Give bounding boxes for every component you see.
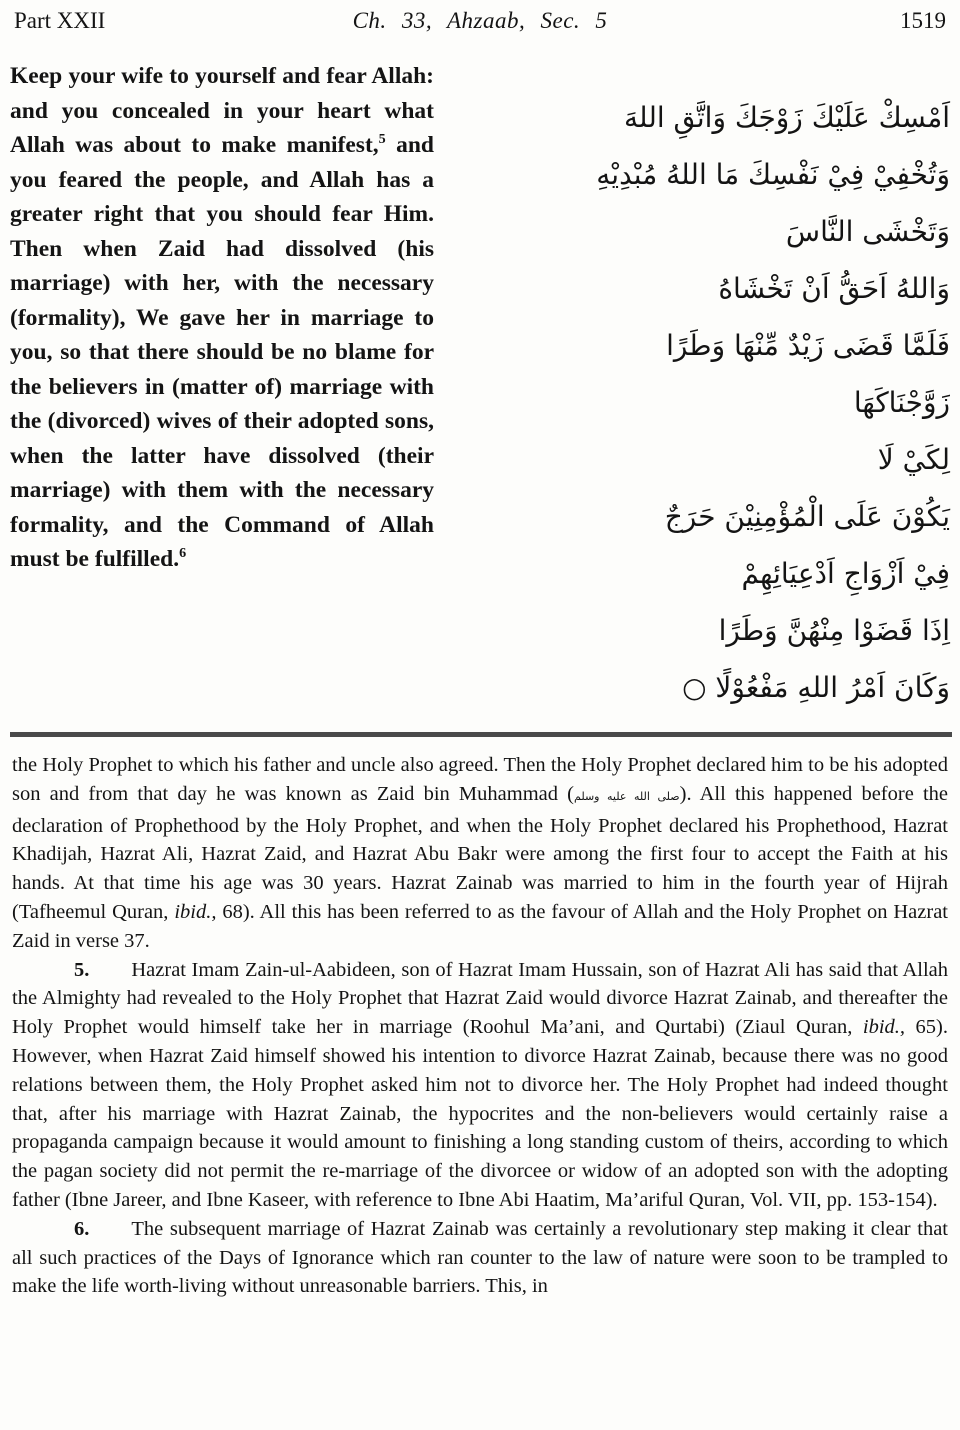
footnote-marker: 6 — [179, 545, 187, 562]
text-run: 68). All this has been referred to as the favour of Allah and the Holy Prophet on Hazrat Zaid in verse 37. — [12, 900, 948, 952]
arabic-line: اِذَا قَضَوْا مِنْهُنَّ وَطَرًا — [718, 614, 950, 647]
footnote-number: 6. — [74, 1217, 90, 1240]
arabic-line: فَلَمَّا قَضَى زَيْدٌ مِّنْهَا وَطَرًا — [666, 329, 950, 362]
verse-section — [10, 59, 952, 716]
text-run: the Holy Prophet to which his father and uncle also agreed. Then the Holy Prophet declared him to be his adopted son and from that day he was known as Zaid bin Muhammad ( — [12, 754, 948, 805]
arabic-line: فِيْ اَزْوَاجِ اَدْعِيَائِهِمْ — [741, 557, 950, 590]
text-run: and you feared the people, and Allah has a greater right that you should fear Him. Then when Zaid had dissolved (his marriage) with her, with the necessary (formality), We gave her in marriage to you, so that there should be no blame for the believers in (matter of) marriage with the (divorced) wives of their adopted sons, when the latter have dissolved (their marriage) with them with the necessary formality, and the Command of Allah must be fulfilled. — [10, 132, 435, 572]
arabic-line: زَوَّجْنَاكَهَا — [853, 386, 950, 419]
arabic-line: وَكَانَ اَمْرُ اللهِ مَفْعُوْلًا ○ — [682, 671, 950, 704]
text-run: ibid., — [862, 1016, 906, 1039]
footnote-number: 5. — [74, 958, 90, 981]
footnote-divider — [10, 732, 952, 737]
arabic-line: وَتَخْشَى النَّاسَ — [785, 215, 950, 248]
text-run: Keep your wife to yourself and fear Allah: and you concealed in your heart what Allah was about to make manifest, — [10, 63, 434, 158]
footnote-paragraph — [12, 956, 948, 1215]
part-label: Part XXII — [14, 8, 106, 33]
text-run: 65). However, when Hazrat Zaid himself showed his intention to divorce Hazrat Zainab, because there was no good relations between them, the Holy Prophet asked him not to divorce her. The Holy Prophet had indeed thought that, after his marriage with Hazrat Zainab, the hypocrites and the non-believers would certainly raise a propaganda campaign because it would amount to finishing a long standing custom of theirs, according to which the pagan society did not permit the re-marriage of the divorcee or widow of an adopted son with the adopting father (Ibne Jareer, and Ibne Kaseer, with reference to Ibne Abi Haatim, Ma’ariful Quran, Vol. VII, pp. 153-154). — [12, 1016, 948, 1211]
footnote-marker: 5 — [378, 131, 386, 148]
arabic-line: اَمْسِكْ عَلَيْكَ زَوْجَكَ وَاتَّقِ اللهَ — [624, 101, 950, 134]
arabic-line: لِكَيْ لَا — [877, 443, 950, 476]
arabic-line: وَتُخْفِيْ فِيْ نَفْسِكَ مَا اللهُ مُبْدِيْهِ — [596, 158, 950, 191]
page-header — [10, 6, 952, 35]
text-run: The subsequent marriage of Hazrat Zainab was certainly a revolutionary step making it clear that all such practices of the Days of Ignorance which ran counter to the law of nature were soon to be trampled to make the life worth-living without unreasonable barriers. This, in — [12, 1217, 948, 1298]
arabic-line: يَكُوْنَ عَلَى الْمُؤْمِنِيْنَ حَرَجٌ — [664, 500, 950, 533]
text-run: ). All this happened before the declaration of Prophethood by the Holy Prophet, and when the Holy Prophet declared his Prophethood, Hazrat Khadijah, Hazrat Ali, Hazrat Zaid, and Hazrat Abu Bakr were among the first four to accept the Faith at his hands. At that time his age was 30 years. Hazrat Zainab was married to him in the fourth year of Hijrah (Tafheemul Quran, — [12, 782, 949, 923]
page-number: 1519 — [900, 8, 946, 33]
prophet-honorific-glyph: صلى الله عليه وسلم — [574, 789, 680, 803]
text-run: ibid., — [174, 900, 217, 923]
footnotes — [10, 751, 952, 1301]
arabic-line: وَاللهُ اَحَقُّ اَنْ تَخْشَاهُ — [718, 272, 950, 305]
footnote-paragraph — [12, 1215, 948, 1301]
arabic-verse — [434, 59, 952, 716]
text-run: Hazrat Imam Zain-ul-Aabideen, son of Hazrat Imam Hussain, son of Hazrat Ali has said that Allah the Almighty had revealed to the Holy Prophet that Hazrat Zaid would divorce Hazrat Zainab, and thereafter the Holy Prophet would himself take her in marriage (Roohul Ma’ani, and Qurtabi) (Ziaul Quran, — [12, 958, 948, 1039]
translation-text — [10, 59, 434, 716]
chapter-title: Ch. 33, Ahzaab, Sec. 5 — [352, 8, 608, 33]
footnote-paragraph — [12, 751, 948, 956]
